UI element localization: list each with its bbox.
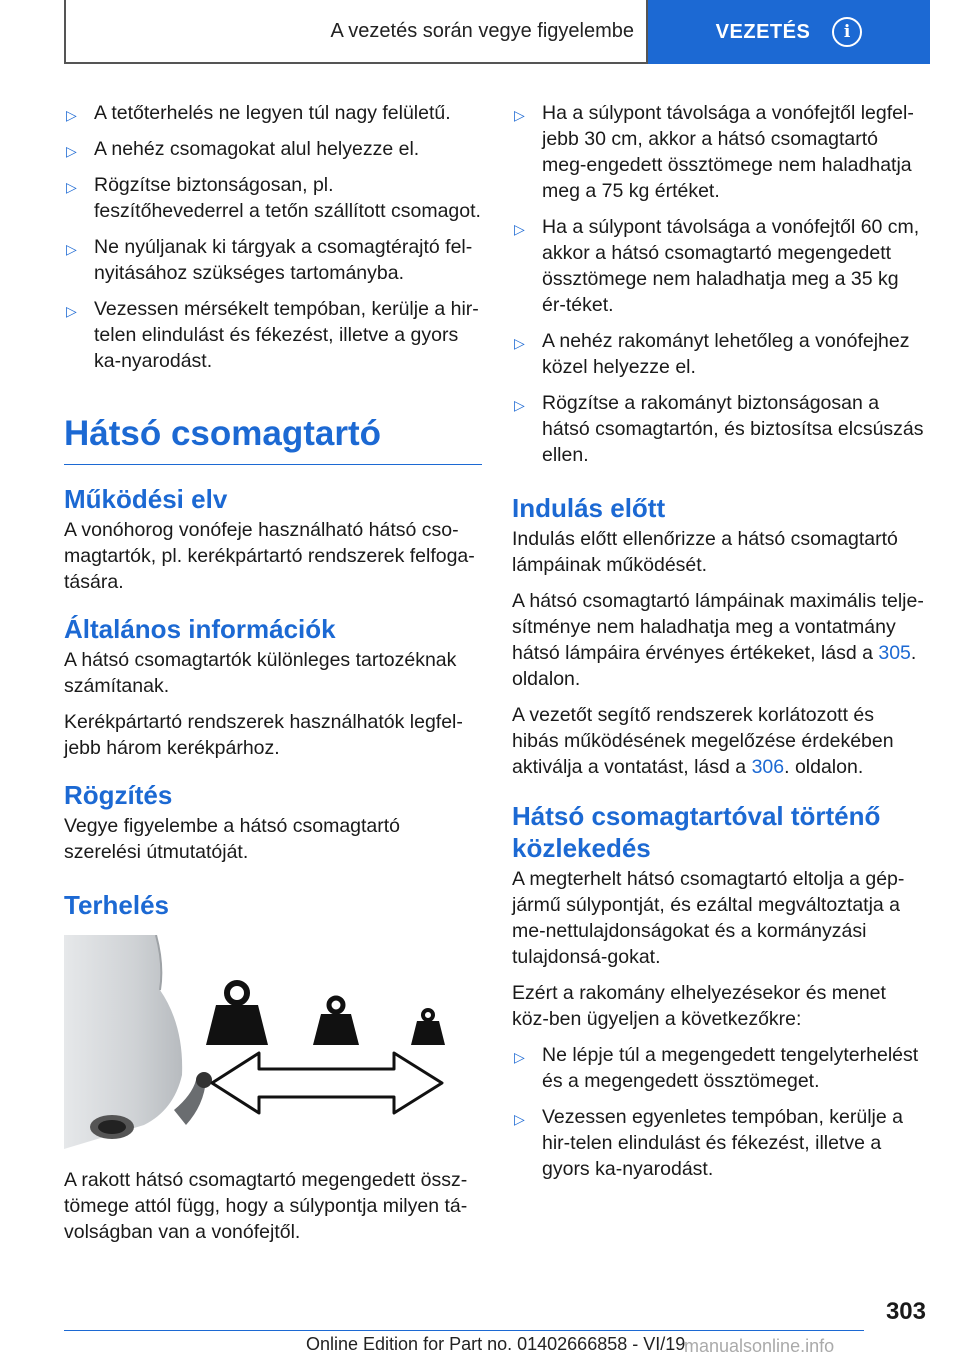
chapter-label: VEZETÉS bbox=[715, 20, 811, 43]
weight-small-icon bbox=[411, 1010, 445, 1045]
list-item: ▷ A nehéz csomagokat alul helyezze el. bbox=[64, 136, 482, 162]
triangle-bullet-icon: ▷ bbox=[66, 179, 77, 195]
triangle-bullet-icon: ▷ bbox=[514, 1111, 525, 1127]
watermark: manualsonline.info bbox=[684, 1336, 835, 1356]
list-item: ▷ Vezessen egyenletes tempóban, kerülje a hir-telen elindulást és fékezést, illetve a gyors ka-nyarodást. bbox=[514, 1106, 903, 1180]
paragraph: A hátsó csomagtartók különleges tartozéknak számítanak. bbox=[64, 649, 457, 697]
right-column bbox=[512, 100, 926, 1192]
list-item: ▷ Vezessen mérsékelt tempóban, kerülje a hir-telen elindulást és fékezést, illetve a gyors ka-nyarodást. bbox=[66, 298, 479, 372]
heading-mukodesi-elv: Működési elv bbox=[64, 484, 228, 514]
list-item: ▷ Ne lépje túl a megengedett tengelyterhelést és a megengedett össztömeget. bbox=[514, 1044, 919, 1092]
list-item: ▷ A nehéz rakományt lehetőleg a vonófejhez közel helyezze el. bbox=[514, 330, 910, 378]
page-number: 303 bbox=[885, 1298, 926, 1325]
bullet-list-top-left bbox=[64, 100, 482, 374]
paragraph: A vezetőt segítő rendszerek korlátozott és hibás működésének megelőzése érdekében aktiválja a vontatást, lásd a 306. oldalon. bbox=[512, 704, 894, 778]
paragraph: Indulás előtt ellenőrizze a hátsó csomagtartó lámpáinak működését. bbox=[512, 528, 898, 576]
heading-terheles: Terhelés bbox=[64, 890, 170, 920]
chapter-tab[interactable] bbox=[648, 0, 930, 64]
triangle-bullet-icon: ▷ bbox=[514, 107, 525, 123]
triangle-bullet-icon: ▷ bbox=[514, 1049, 525, 1065]
paragraph: A hátsó csomagtartó lámpáinak maximális telje-sítménye nem haladhatja meg a vontatmány hátsó lámpáira érvényes értékeket, lásd a 305. oldalon. bbox=[512, 590, 924, 690]
page-header bbox=[64, 0, 930, 64]
bullet-list-top-right bbox=[512, 100, 926, 468]
list-item: ▷ Ha a súlypont távolsága a vonófejtől 60 cm, akkor a hátsó csomagtartó megengedett össztömege nem haladhatja meg a 35 kg ér-téket. bbox=[514, 216, 920, 316]
edition-text: Online Edition for Part no. 01402666858 - VI/19 bbox=[306, 1334, 686, 1354]
paragraph: Ezért a rakomány elhelyezésekor és menet köz-ben ügyeljen a következőkre: bbox=[512, 982, 886, 1030]
paragraph: Kerékpártartó rendszerek használhatók legfel-jebb három kerékpárhoz. bbox=[64, 711, 463, 759]
main-heading: Hátsó csomagtartó bbox=[64, 414, 482, 465]
weight-medium-icon bbox=[313, 998, 359, 1045]
list-item: ▷ Ha a súlypont távolsága a vonófejtől legfel-jebb 30 cm, akkor a hátsó csomagtartó meg-engedett össztömege nem haladhatja meg a 75 kg értéket. bbox=[514, 102, 914, 202]
triangle-bullet-icon: ▷ bbox=[66, 143, 77, 159]
figure-caption: A rakott hátsó csomagtartó megengedett össz-tömege attól függ, hogy a súlypontja milyen tá-volságban van a vonófejtől. bbox=[64, 1169, 468, 1243]
triangle-bullet-icon: ▷ bbox=[514, 335, 525, 351]
triangle-bullet-icon: ▷ bbox=[66, 241, 77, 257]
bullet-list-bottom-right bbox=[512, 1042, 926, 1182]
load-distance-illustration bbox=[64, 935, 480, 1149]
weight-arrow-diagram bbox=[64, 935, 480, 1149]
distance-arrow bbox=[212, 1053, 442, 1113]
footer-divider bbox=[64, 1330, 864, 1331]
list-item: ▷ Ne nyúljanak ki tárgyak a csomagtérajtó fel-nyitásához szükséges tartományba. bbox=[66, 236, 473, 284]
triangle-bullet-icon: ▷ bbox=[66, 303, 77, 319]
paragraph: Vegye figyelembe a hátsó csomagtartó szerelési útmutatóját. bbox=[64, 815, 401, 863]
heading-altalanos: Általános információk bbox=[64, 614, 336, 644]
triangle-bullet-icon: ▷ bbox=[66, 107, 77, 123]
info-icon[interactable]: i bbox=[832, 17, 862, 47]
left-column bbox=[64, 100, 482, 1255]
list-item: ▷ Rögzítse biztonságosan, pl. feszítőhevederrel a tetőn szállított csomagot. bbox=[66, 174, 481, 222]
page-link-305[interactable]: 305 bbox=[878, 642, 911, 664]
weight-large-icon bbox=[206, 983, 268, 1045]
triangle-bullet-icon: ▷ bbox=[514, 397, 525, 413]
heading-rogzites: Rögzítés bbox=[64, 780, 173, 810]
paragraph: A megterhelt hátsó csomagtartó eltolja a gép-jármű súlypontját, és ezáltal megváltoztatja a me-nettulajdonságokat és a kormányzási tulajdonsá-gokat. bbox=[512, 868, 905, 968]
page-link-306[interactable]: 306 bbox=[751, 756, 785, 778]
triangle-bullet-icon: ▷ bbox=[514, 221, 525, 237]
section-title: A vezetés során vegye figyelembe bbox=[64, 0, 648, 64]
heading-kozlekedes: Hátsó csomagtartóval történő közlekedés bbox=[512, 801, 881, 863]
list-item: ▷ A tetőterhelés ne legyen túl nagy felületű. bbox=[64, 100, 482, 126]
paragraph: A vonóhorog vonófeje használható hátsó cso-magtartók, pl. kerékpártartó rendszerek felfoga-tására. bbox=[64, 519, 475, 593]
list-item: ▷ Rögzítse a rakományt biztonságosan a hátsó csomagtartón, és biztosítsa elcsúszás ellen. bbox=[514, 392, 924, 466]
heading-indulas-elott: Indulás előtt bbox=[512, 493, 666, 523]
